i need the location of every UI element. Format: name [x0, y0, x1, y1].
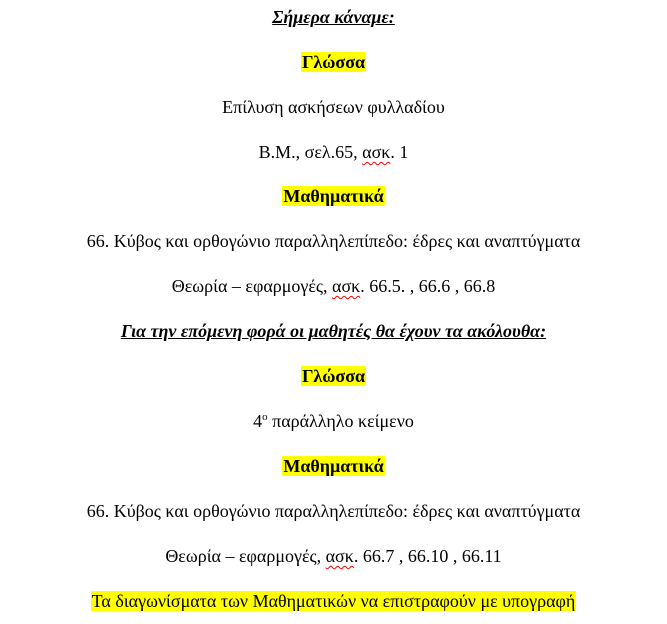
next-math-line2-marked: ασκ [325, 546, 354, 566]
next-language-subject-line [0, 365, 667, 387]
today-math-line2 [0, 275, 667, 297]
next-language-line1 [0, 410, 667, 432]
today-math-line2-marked: ασκ [332, 276, 361, 296]
today-heading-line [0, 6, 667, 28]
today-heading: Σήμερα κάναμε: [272, 7, 395, 27]
next-language-line1-rest: παράλληλο κείμενο [267, 411, 414, 431]
today-language-line2 [0, 141, 667, 163]
today-language-subject-line [0, 51, 667, 73]
next-language-line1-sup: ο [262, 411, 268, 423]
next-math-line2-prefix: Θεωρία – εφαρμογές, [165, 546, 326, 566]
next-math-subject-line [0, 455, 667, 477]
today-math-line1: 66. Κύβος και ορθογώνιο παραλληλεπίπεδο: έδρες και αναπτύγματα [86, 231, 581, 251]
today-language-line1: Επίλυση ασκήσεων φυλλαδίου [222, 97, 445, 117]
today-language-subject: Γλώσσα [301, 52, 366, 72]
today-math-subject: Μαθηματικά [283, 186, 384, 206]
next-math-line2 [0, 545, 667, 567]
today-math-line2-suffix: . 66.5. , 66.6 , 66.8 [360, 276, 496, 296]
next-language-subject: Γλώσσα [301, 366, 366, 386]
next-heading-line [0, 320, 667, 342]
today-language-line2-suffix: . 1 [390, 142, 409, 162]
next-note-line [0, 590, 667, 612]
today-math-line2-prefix: Θεωρία – εφαρμογές, [171, 276, 333, 296]
next-heading: Για την επόμενη φορά οι μαθητές θα έχουν τα ακόλουθα: [120, 321, 547, 341]
next-language-line1-num: 4 [253, 411, 263, 431]
next-math-line2-suffix: . 66.7 , 66.10 , 66.11 [353, 546, 502, 566]
next-math-subject: Μαθηματικά [283, 456, 384, 476]
next-math-line1: 66. Κύβος και ορθογώνιο παραλληλεπίπεδο: έδρες και αναπτύγματα [86, 501, 581, 521]
today-language-line2-marked: ασκ [362, 142, 391, 162]
next-note: Τα διαγωνίσματα των Μαθηματικών να επιστραφούν με υπογραφή [91, 591, 576, 611]
today-math-subject-line [0, 185, 667, 207]
today-language-line2-prefix: Β.Μ., σελ.65, [258, 142, 363, 162]
